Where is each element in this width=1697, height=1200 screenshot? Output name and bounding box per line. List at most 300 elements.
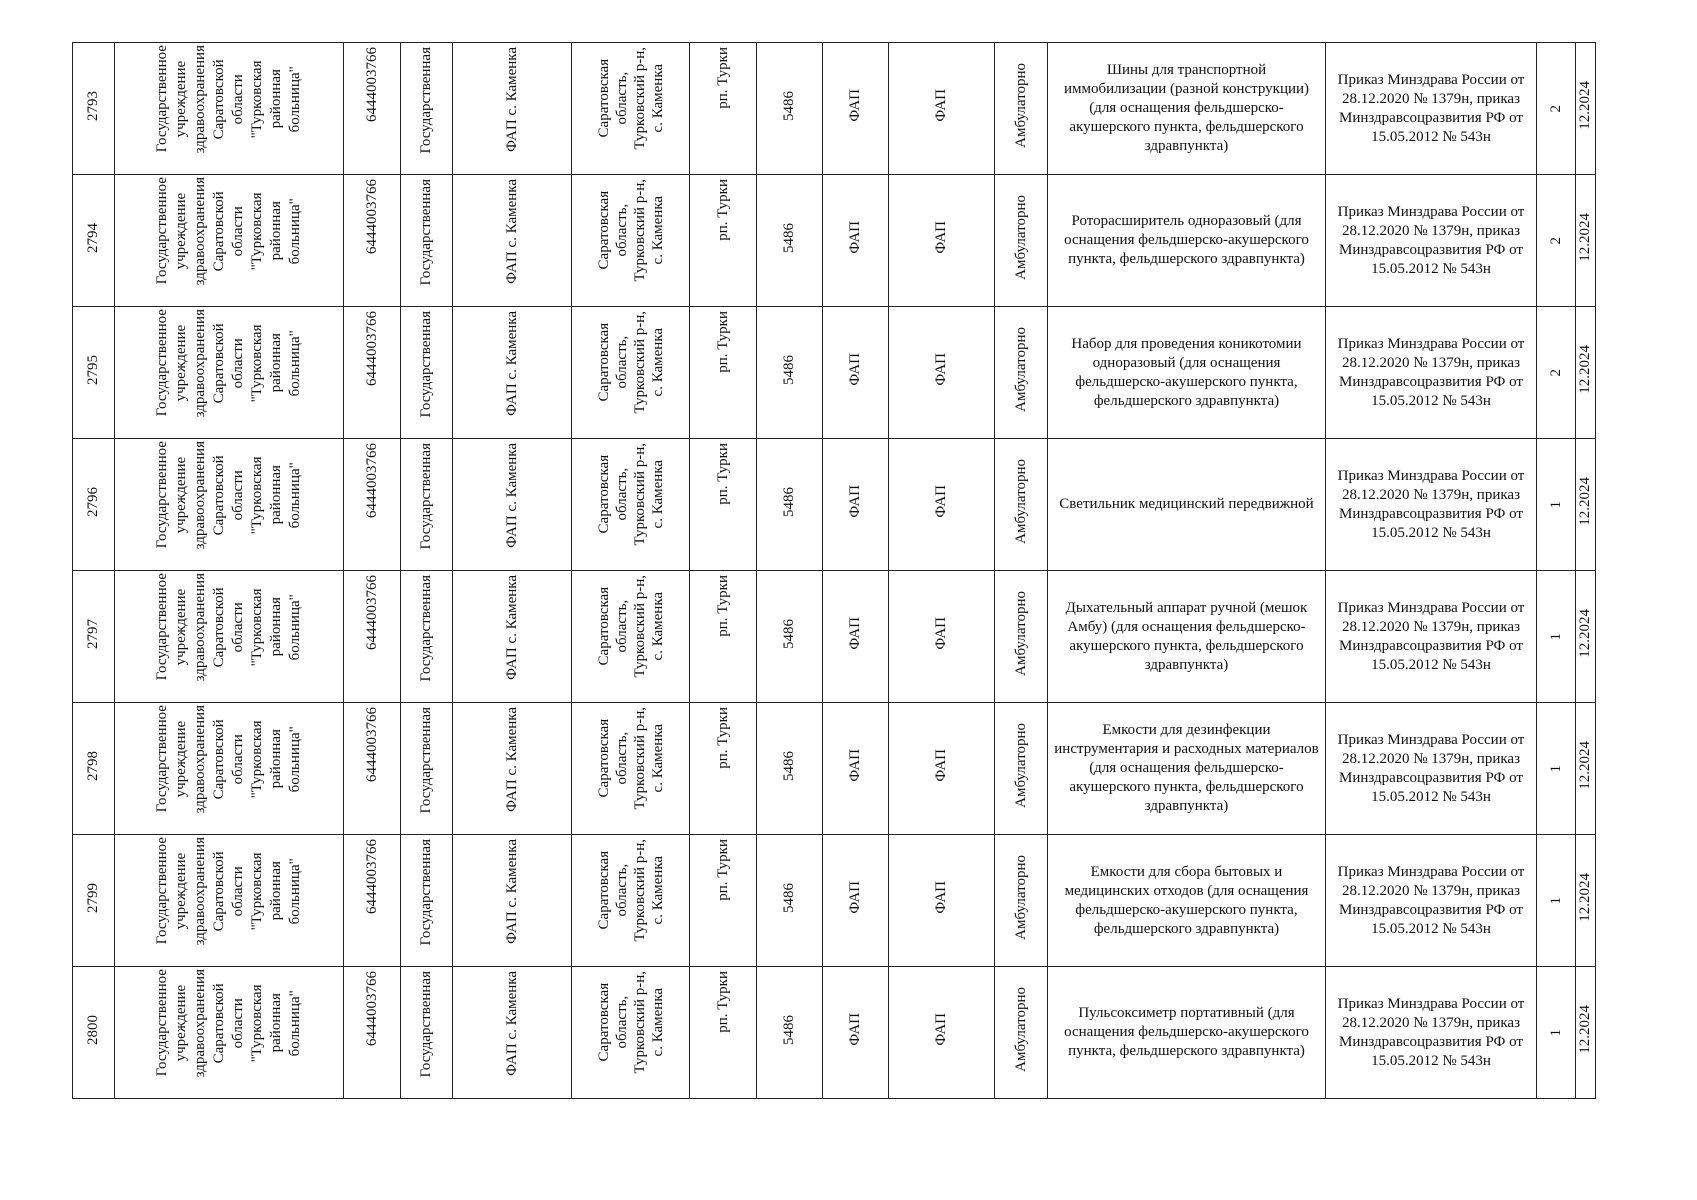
facility-cell <box>453 175 572 307</box>
organization-name-line: районная <box>268 993 284 1053</box>
equipment-cell <box>1048 703 1326 835</box>
organization-name-line: области <box>230 74 246 125</box>
address-line: Саратовская <box>595 586 612 666</box>
address-cell <box>572 703 690 835</box>
address-line: область, <box>613 731 630 785</box>
quantity-cell <box>1537 175 1576 307</box>
organization-cell <box>115 571 344 703</box>
organization-cell <box>115 967 344 1099</box>
address-line: Саратовская <box>595 454 612 534</box>
organization-cell <box>115 307 344 439</box>
ownership: Государственная <box>418 311 434 418</box>
date-cell <box>1576 703 1596 835</box>
organization-name-line: больница" <box>287 726 303 793</box>
equipment-description: Роторасширитель одноразовый (для оснащения фельдшерско-акушерского пункта, фельдшерского здравпункта) <box>1064 213 1309 267</box>
inn-cell <box>344 703 401 835</box>
due-date: 12.2024 <box>1577 213 1593 262</box>
facility-type-1: ФАП <box>847 1013 863 1046</box>
organization-name-line: области <box>230 602 246 653</box>
population-cell <box>757 175 823 307</box>
facility-address <box>595 443 667 545</box>
inn-cell <box>344 967 401 1099</box>
facility-type-2: ФАП <box>933 617 949 650</box>
facility-name: ФАП с. Каменка <box>503 839 520 944</box>
population-cell <box>757 835 823 967</box>
equipment-table-sheet <box>72 42 1596 1099</box>
address-line: с. Каменка <box>649 63 666 133</box>
address-line: Турковский р-н, <box>631 443 648 546</box>
organization-name <box>153 309 305 417</box>
regulatory-basis: Приказ Минздрава России от 28.12.2020 № 1379н, приказ Минздравсоцразвития РФ от 15.05.2012 № 543н <box>1337 995 1525 1069</box>
type1-cell <box>823 439 889 571</box>
equipment-table <box>72 42 1596 1099</box>
address-line: Саратовская <box>595 190 612 270</box>
ownership: Государственная <box>418 707 434 814</box>
row-number-cell <box>73 43 115 175</box>
organization-name-line: Саратовской <box>211 851 227 932</box>
organization-name-line: "Турковская <box>249 60 265 139</box>
population-cell <box>757 307 823 439</box>
due-date: 12.2024 <box>1577 477 1593 526</box>
organization-name-line: Государственное <box>154 45 170 153</box>
care-form: Амбулаторно <box>1012 855 1029 940</box>
settlement-cell <box>690 967 757 1099</box>
organization-name-line: учреждение <box>173 192 189 270</box>
address-line: Саратовская <box>595 322 612 402</box>
address-cell <box>572 175 690 307</box>
settlement-cell <box>690 703 757 835</box>
equipment-description: Пульсоксиметр портативный (для оснащения фельдшерско-акушерского пункта, фельдшерского здравпункта) <box>1064 1005 1309 1059</box>
basis-cell <box>1326 439 1537 571</box>
date-cell <box>1576 307 1596 439</box>
organization-name-line: больница" <box>287 198 303 265</box>
population: 5486 <box>781 90 797 121</box>
ownership-cell <box>401 439 453 571</box>
address-line: Турковский р-н, <box>631 575 648 678</box>
facility-type-1: ФАП <box>847 617 863 650</box>
address-cell <box>572 571 690 703</box>
date-cell <box>1576 835 1596 967</box>
ownership-cell <box>401 307 453 439</box>
organization-name-line: больница" <box>287 858 303 925</box>
facility-type-1: ФАП <box>847 485 863 518</box>
table-row <box>73 703 1596 835</box>
address-cell <box>572 307 690 439</box>
organization-name-line: Саратовской <box>211 191 227 272</box>
settlement-cell <box>690 439 757 571</box>
address-line: с. Каменка <box>649 459 666 529</box>
facility-cell <box>453 967 572 1099</box>
row-number-cell <box>73 967 115 1099</box>
organization-name-line: больница" <box>287 330 303 397</box>
address-line: область, <box>613 335 630 389</box>
facility-address <box>595 575 667 677</box>
population-cell <box>757 571 823 703</box>
organization-name <box>153 573 305 681</box>
organization-cell <box>115 439 344 571</box>
population: 5486 <box>781 750 797 781</box>
address-line: с. Каменка <box>649 195 666 265</box>
ownership-cell <box>401 703 453 835</box>
organization-name-line: районная <box>268 597 284 657</box>
address-line: с. Каменка <box>649 987 666 1057</box>
quantity: 2 <box>1547 104 1564 112</box>
organization-name-line: Государственное <box>154 309 170 417</box>
facility-type-2: ФАП <box>933 353 949 386</box>
equipment-cell <box>1048 175 1326 307</box>
facility-type-2: ФАП <box>933 1013 949 1046</box>
address-line: область, <box>613 995 630 1049</box>
organization-name-line: районная <box>268 333 284 393</box>
organization-name-line: "Турковская <box>249 192 265 271</box>
organization-name-line: районная <box>268 201 284 261</box>
regulatory-basis: Приказ Минздрава России от 28.12.2020 № 1379н, приказ Минздравсоцразвития РФ от 15.05.2012 № 543н <box>1337 335 1525 409</box>
care-form: Амбулаторно <box>1012 987 1029 1072</box>
address-line: с. Каменка <box>649 723 666 793</box>
facility-type-1: ФАП <box>847 353 863 386</box>
population: 5486 <box>781 1014 797 1045</box>
basis-cell <box>1326 307 1537 439</box>
address-cell <box>572 439 690 571</box>
facility-cell <box>453 571 572 703</box>
inn-cell <box>344 307 401 439</box>
settlement: рп. Турки <box>714 179 731 241</box>
facility-cell <box>453 307 572 439</box>
equipment-cell <box>1048 967 1326 1099</box>
inn: 6444003766 <box>363 839 380 914</box>
care-cell <box>995 835 1048 967</box>
row-number: 2793 <box>85 90 101 121</box>
care-cell <box>995 703 1048 835</box>
type2-cell <box>889 571 995 703</box>
organization-name-line: больница" <box>287 462 303 529</box>
organization-name-line: больница" <box>287 594 303 661</box>
ownership: Государственная <box>418 971 434 1078</box>
ownership: Государственная <box>418 47 434 154</box>
inn-cell <box>344 43 401 175</box>
population-cell <box>757 439 823 571</box>
inn-cell <box>344 439 401 571</box>
quantity: 2 <box>1547 368 1564 376</box>
address-line: область, <box>613 863 630 917</box>
row-number-cell <box>73 703 115 835</box>
care-cell <box>995 175 1048 307</box>
inn: 6444003766 <box>363 971 380 1046</box>
row-number: 2795 <box>85 354 101 385</box>
table-row <box>73 307 1596 439</box>
settlement: рп. Турки <box>714 971 731 1033</box>
equipment-description: Емкости для сбора бытовых и медицинских отходов (для оснащения фельдшерско-акушерского пункта, фельдшерского здравпункта) <box>1064 863 1309 937</box>
table-row <box>73 835 1596 967</box>
facility-name: ФАП с. Каменка <box>503 443 520 548</box>
organization-name-line: "Турковская <box>249 324 265 403</box>
organization-name <box>153 837 305 945</box>
facility-address <box>595 707 667 809</box>
population-cell <box>757 703 823 835</box>
organization-name-line: "Турковская <box>249 720 265 799</box>
row-number: 2796 <box>85 486 101 517</box>
address-line: с. Каменка <box>649 327 666 397</box>
address-line: Саратовская <box>595 718 612 798</box>
regulatory-basis: Приказ Минздрава России от 28.12.2020 № 1379н, приказ Минздравсоцразвития РФ от 15.05.2012 № 543н <box>1337 203 1525 277</box>
organization-name-line: Государственное <box>154 177 170 285</box>
organization-name-line: районная <box>268 861 284 921</box>
organization-cell <box>115 703 344 835</box>
ownership: Государственная <box>418 839 434 946</box>
facility-cell <box>453 703 572 835</box>
inn: 6444003766 <box>363 311 380 386</box>
type2-cell <box>889 307 995 439</box>
population-cell <box>757 43 823 175</box>
organization-name-line: Саратовской <box>211 323 227 404</box>
regulatory-basis: Приказ Минздрава России от 28.12.2020 № 1379н, приказ Минздравсоцразвития РФ от 15.05.2012 № 543н <box>1337 599 1525 673</box>
type2-cell <box>889 175 995 307</box>
facility-type-2: ФАП <box>933 881 949 914</box>
organization-name-line: Государственное <box>154 837 170 945</box>
organization-name-line: области <box>230 338 246 389</box>
facility-type-2: ФАП <box>933 89 949 122</box>
organization-name <box>153 177 305 285</box>
ownership: Государственная <box>418 575 434 682</box>
organization-name-line: больница" <box>287 66 303 133</box>
basis-cell <box>1326 571 1537 703</box>
date-cell <box>1576 967 1596 1099</box>
care-form: Амбулаторно <box>1012 327 1029 412</box>
facility-name: ФАП с. Каменка <box>503 47 520 152</box>
quantity-cell <box>1537 307 1576 439</box>
date-cell <box>1576 571 1596 703</box>
population: 5486 <box>781 882 797 913</box>
address-line: Саратовская <box>595 982 612 1062</box>
facility-type-2: ФАП <box>933 221 949 254</box>
care-cell <box>995 967 1048 1099</box>
population: 5486 <box>781 486 797 517</box>
address-line: Турковский р-н, <box>631 839 648 942</box>
facility-address <box>595 311 667 413</box>
care-form: Амбулаторно <box>1012 63 1029 148</box>
table-row <box>73 571 1596 703</box>
settlement-cell <box>690 307 757 439</box>
organization-name-line: здравоохранения <box>192 309 208 418</box>
organization-name-line: Государственное <box>154 969 170 1077</box>
row-number-cell <box>73 571 115 703</box>
organization-name-line: здравоохранения <box>192 45 208 154</box>
inn: 6444003766 <box>363 575 380 650</box>
facility-type-2: ФАП <box>933 485 949 518</box>
address-cell <box>572 967 690 1099</box>
organization-name-line: Саратовской <box>211 587 227 668</box>
due-date: 12.2024 <box>1577 873 1593 922</box>
quantity-cell <box>1537 571 1576 703</box>
regulatory-basis: Приказ Минздрава России от 28.12.2020 № 1379н, приказ Минздравсоцразвития РФ от 15.05.2012 № 543н <box>1337 863 1525 937</box>
organization-name-line: Государственное <box>154 705 170 813</box>
row-number-cell <box>73 439 115 571</box>
care-form: Амбулаторно <box>1012 723 1029 808</box>
type2-cell <box>889 703 995 835</box>
care-cell <box>995 307 1048 439</box>
row-number: 2797 <box>85 618 101 649</box>
address-line: Турковский р-н, <box>631 179 648 282</box>
due-date: 12.2024 <box>1577 81 1593 130</box>
address-line: Турковский р-н, <box>631 971 648 1074</box>
row-number: 2799 <box>85 882 101 913</box>
type1-cell <box>823 967 889 1099</box>
equipment-description: Светильник медицинский передвижной <box>1059 496 1314 512</box>
address-line: с. Каменка <box>649 855 666 925</box>
address-line: Турковский р-н, <box>631 311 648 414</box>
type2-cell <box>889 43 995 175</box>
population-cell <box>757 967 823 1099</box>
address-line: область, <box>613 71 630 125</box>
address-line: с. Каменка <box>649 591 666 661</box>
due-date: 12.2024 <box>1577 741 1593 790</box>
regulatory-basis: Приказ Минздрава России от 28.12.2020 № 1379н, приказ Минздравсоцразвития РФ от 15.05.2012 № 543н <box>1337 71 1525 145</box>
facility-type-2: ФАП <box>933 749 949 782</box>
equipment-cell <box>1048 43 1326 175</box>
organization-name-line: "Турковская <box>249 852 265 931</box>
organization-name-line: здравоохранения <box>192 705 208 814</box>
organization-cell <box>115 835 344 967</box>
organization-name-line: районная <box>268 465 284 525</box>
organization-name-line: районная <box>268 729 284 789</box>
facility-address <box>595 179 667 281</box>
due-date: 12.2024 <box>1577 609 1593 658</box>
organization-name-line: районная <box>268 69 284 129</box>
organization-name-line: Саратовской <box>211 59 227 140</box>
inn-cell <box>344 835 401 967</box>
due-date: 12.2024 <box>1577 345 1593 394</box>
organization-name-line: учреждение <box>173 588 189 666</box>
address-line: Саратовская <box>595 850 612 930</box>
table-row <box>73 439 1596 571</box>
population: 5486 <box>781 354 797 385</box>
settlement: рп. Турки <box>714 839 731 901</box>
quantity-cell <box>1537 439 1576 571</box>
ownership-cell <box>401 175 453 307</box>
date-cell <box>1576 43 1596 175</box>
ownership-cell <box>401 835 453 967</box>
organization-name-line: здравоохранения <box>192 177 208 286</box>
row-number: 2794 <box>85 222 101 253</box>
table-body <box>73 43 1596 1099</box>
quantity-cell <box>1537 835 1576 967</box>
inn: 6444003766 <box>363 443 380 518</box>
organization-name-line: "Турковская <box>249 984 265 1063</box>
equipment-cell <box>1048 439 1326 571</box>
organization-name-line: больница" <box>287 990 303 1057</box>
type1-cell <box>823 703 889 835</box>
population: 5486 <box>781 222 797 253</box>
care-form: Амбулаторно <box>1012 459 1029 544</box>
care-form: Амбулаторно <box>1012 195 1029 280</box>
facility-address <box>595 839 667 941</box>
facility-name: ФАП с. Каменка <box>503 971 520 1076</box>
settlement-cell <box>690 571 757 703</box>
organization-cell <box>115 43 344 175</box>
facility-type-1: ФАП <box>847 749 863 782</box>
care-cell <box>995 43 1048 175</box>
care-cell <box>995 571 1048 703</box>
quantity: 1 <box>1547 632 1564 640</box>
organization-name <box>153 45 305 153</box>
row-number-cell <box>73 835 115 967</box>
settlement: рп. Турки <box>714 443 731 505</box>
type1-cell <box>823 571 889 703</box>
organization-name-line: здравоохранения <box>192 441 208 550</box>
population: 5486 <box>781 618 797 649</box>
equipment-cell <box>1048 835 1326 967</box>
inn-cell <box>344 175 401 307</box>
quantity-cell <box>1537 43 1576 175</box>
basis-cell <box>1326 703 1537 835</box>
organization-name-line: "Турковская <box>249 456 265 535</box>
organization-name <box>153 441 305 549</box>
inn-cell <box>344 571 401 703</box>
ownership: Государственная <box>418 443 434 550</box>
organization-name-line: Государственное <box>154 573 170 681</box>
row-number-cell <box>73 307 115 439</box>
settlement: рп. Турки <box>714 47 731 109</box>
type1-cell <box>823 307 889 439</box>
quantity: 1 <box>1547 764 1564 772</box>
type1-cell <box>823 175 889 307</box>
settlement: рп. Турки <box>714 575 731 637</box>
equipment-cell <box>1048 307 1326 439</box>
organization-name <box>153 969 305 1077</box>
address-cell <box>572 835 690 967</box>
organization-name-line: Саратовской <box>211 719 227 800</box>
organization-name-line: области <box>230 998 246 1049</box>
facility-cell <box>453 43 572 175</box>
row-number: 2798 <box>85 750 101 781</box>
equipment-description: Шины для транспортной иммобилизации (разной конструкции) (для оснащения фельдшерско-акушерского пункта, фельдшерского здравпункта) <box>1063 62 1310 154</box>
settlement: рп. Турки <box>714 311 731 373</box>
settlement: рп. Турки <box>714 707 731 769</box>
quantity: 1 <box>1547 1028 1564 1036</box>
inn: 6444003766 <box>363 47 380 122</box>
organization-name <box>153 705 305 813</box>
facility-type-1: ФАП <box>847 221 863 254</box>
ownership: Государственная <box>418 179 434 286</box>
date-cell <box>1576 175 1596 307</box>
facility-name: ФАП с. Каменка <box>503 179 520 284</box>
facility-type-1: ФАП <box>847 89 863 122</box>
address-cell <box>572 43 690 175</box>
type1-cell <box>823 835 889 967</box>
organization-cell <box>115 175 344 307</box>
due-date: 12.2024 <box>1577 1005 1593 1054</box>
quantity: 1 <box>1547 896 1564 904</box>
ownership-cell <box>401 43 453 175</box>
date-cell <box>1576 439 1596 571</box>
facility-cell <box>453 835 572 967</box>
organization-name-line: Саратовской <box>211 983 227 1064</box>
type2-cell <box>889 835 995 967</box>
organization-name-line: учреждение <box>173 456 189 534</box>
equipment-description: Набор для проведения коникотомии одноразовый (для оснащения фельдшерско-акушерского пункта, фельдшерского здравпункта) <box>1071 335 1302 409</box>
quantity-cell <box>1537 967 1576 1099</box>
facility-address <box>595 971 667 1073</box>
regulatory-basis: Приказ Минздрава России от 28.12.2020 № 1379н, приказ Минздравсоцразвития РФ от 15.05.2012 № 543н <box>1337 467 1525 541</box>
facility-address <box>595 47 667 149</box>
address-line: область, <box>613 203 630 257</box>
ownership-cell <box>401 571 453 703</box>
organization-name-line: учреждение <box>173 60 189 138</box>
regulatory-basis: Приказ Минздрава России от 28.12.2020 № 1379н, приказ Минздравсоцразвития РФ от 15.05.2012 № 543н <box>1337 731 1525 805</box>
organization-name-line: области <box>230 866 246 917</box>
ownership-cell <box>401 967 453 1099</box>
facility-name: ФАП с. Каменка <box>503 575 520 680</box>
